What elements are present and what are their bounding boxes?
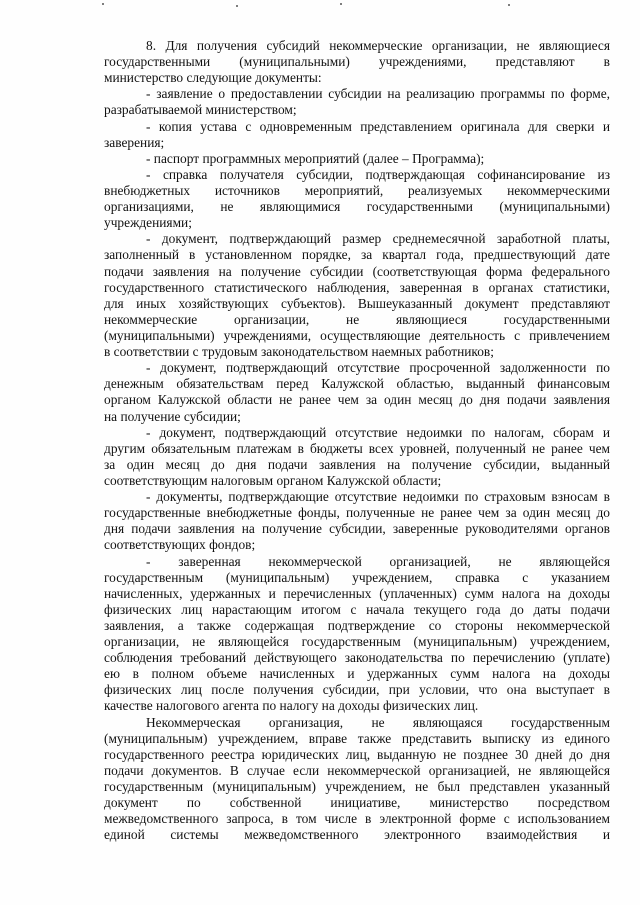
text-line: за один месяц до дня подачи заявления на получение субсидии, выданный: [104, 456, 610, 472]
text-line: государственные внебюджетные фонды, полученные не ранее чем за один месяц до: [104, 505, 610, 521]
scan-speck: [508, 4, 510, 6]
text-line: организациями, не являющимися государственными (муниципальными): [104, 199, 610, 215]
text-line: для иных хозяйствующих субъектов). Вышеуказанный документ представляют: [104, 295, 610, 311]
text-line: государственного реестра юридических лиц, выданную не позднее 30 дней до дня: [104, 746, 610, 762]
text-line: межведомственного запроса, в том числе в электронной форме с использованием: [104, 811, 610, 827]
text-line: заверения;: [104, 134, 165, 150]
text-line: начисленных, удержанных и перечисленных (уплаченных) сумм налога на доходы: [104, 585, 610, 601]
text-line: документ по собственной инициативе, министерство посредством: [104, 795, 610, 811]
paragraph-first-line: - заявление о предоставлении субсидии на реализацию программы по форме,: [146, 86, 610, 102]
text-line: разрабатываемой министерством;: [104, 102, 297, 118]
text-line: государственным (муниципальным) учреждением, справка с указанием: [104, 569, 610, 585]
text-line: государственным (муниципальным) учреждением, не был представлен указанный: [104, 779, 610, 795]
paragraph-first-line: - документ, подтверждающий отсутствие просроченной задолженности по: [146, 360, 610, 376]
text-line: соответствующих фондов;: [104, 537, 256, 553]
scan-speck: [102, 3, 104, 5]
text-line: соблюдения требований действующего законодательства по перечислению (уплате): [104, 650, 610, 666]
text-line: дня подачи заявления на получение субсидии, заверенные руководителями органов: [104, 521, 610, 537]
text-line: подачи заявления на получение субсидии (соответствующая форма федерального: [104, 263, 610, 279]
text-line: денежным обязательствам перед Калужской областью, выданный финансовым: [104, 376, 610, 392]
paragraph-first-line: - документ, подтверждающий размер среднемесячной заработной платы,: [146, 231, 610, 247]
text-line: министерство следующие документы:: [104, 70, 322, 86]
paragraph-first-line: 8. Для получения субсидий некоммерческие организации, не являющиеся: [146, 38, 610, 53]
text-line: ею в полном объеме начисленных и удержанных сумм налога на доходы: [104, 666, 610, 682]
text-line: (муниципальными) учреждениями, осуществляющие деятельность с привлечением: [104, 327, 610, 343]
text-line: соответствующим налоговым органом Калужской области;: [104, 472, 442, 488]
paragraph-first-line: - паспорт программных мероприятий (далее – Программа);: [146, 150, 485, 166]
text-line: государственного статистического наблюдения, заверенная в органах статистики,: [104, 279, 610, 295]
scan-speck: [236, 5, 238, 7]
text-line: некоммерческие организации, не являющиеся государственными: [104, 311, 610, 327]
text-line: другим обязательным платежам в бюджеты всех уровней, полученный не ранее чем: [104, 440, 610, 456]
text-line: единой системы межведомственного электронного взаимодействия и: [104, 827, 610, 843]
text-line: в соответствии с трудовым законодательством наемных работников;: [104, 344, 494, 360]
paragraph-first-line: Некоммерческая организация, не являющаяся государственным: [146, 714, 610, 730]
text-line: органом Калужской области не ранее чем за один месяц до дня подачи заявления: [104, 392, 610, 408]
paragraph-first-line: - справка получателя субсидии, подтверждающая софинансирование из: [146, 166, 610, 182]
text-line: на получение субсидии;: [104, 408, 241, 424]
text-line: внебюджетных источников мероприятий, реализуемых некоммерческими: [104, 182, 610, 198]
paragraph-first-line: - документы, подтверждающие отсутствие недоимки по страховым взносам в: [146, 489, 610, 505]
paragraph-first-line: - документ, подтверждающий отсутствие недоимки по налогам, сборам и: [146, 424, 610, 440]
text-line: физических лиц нарастающим итогом с начала текущего года до даты подачи: [104, 601, 610, 617]
paragraph-first-line: - копия устава с одновременным представлением оригинала для сверки и: [146, 118, 610, 134]
text-line: государственными (муниципальными) учреждениями, представляют в: [104, 54, 610, 70]
text-line: подачи документов. В случае если некоммерческой организацией, не являющейся: [104, 762, 610, 778]
scan-speck: [340, 3, 342, 5]
text-line: учреждениями;: [104, 215, 192, 231]
text-line: качестве налогового агента по налогу на доходы физических лиц.: [104, 698, 479, 714]
text-line: организации, не являющейся государственным (муниципальным) учреждением,: [104, 634, 610, 650]
paragraph-first-line: - заверенная некоммерческой организацией, не являющейся: [146, 553, 610, 569]
text-line: заявления, а также содержащая подтверждение со стороны некоммерческой: [104, 617, 610, 633]
text-line: заполненный в установленном порядке, за квартал года, предшествующий дате: [104, 247, 610, 263]
document-body: [104, 38, 610, 843]
text-line: (муниципальным) учреждением, вправе также представить выписку из единого: [104, 730, 610, 746]
text-line: физических лиц после получения субсидии, при условии, что она выступает в: [104, 682, 610, 698]
